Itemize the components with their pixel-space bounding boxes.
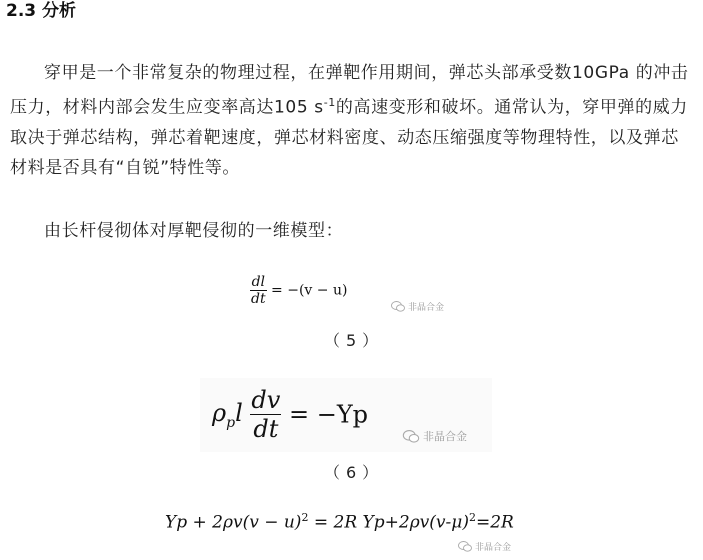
paragraph-text: 穿甲是一个非常复杂的物理过程，在弹靶作用期间，弹芯头部承受数10GPa 的冲击压力，材料内部会发生应变率高达105 s — [10, 63, 689, 118]
equation-text: =2R — [475, 512, 514, 533]
equation-5 — [250, 274, 347, 307]
paragraph-text-tail: 的高速变形和破坏。通常认为，穿甲弹的威力取决于弹芯结构，弹芯着靶速度，弹芯材料密度、动态压缩强度等物理特性，以及弹芯材料是否具有“自锐”特性等。 — [10, 97, 688, 178]
paragraph-text: 由长杆侵彻体对厚靶侵彻的一维模型： — [44, 221, 344, 241]
watermark-text: 非晶合金 — [423, 430, 467, 443]
equation-text: = 2R Yp+2ρv(v-μ) — [308, 512, 469, 533]
paragraph-penetration — [10, 58, 694, 183]
wechat-icon — [402, 430, 420, 443]
equation-7 — [165, 511, 514, 533]
equation-number-6: （6） — [324, 463, 385, 482]
denominator: dt — [253, 415, 279, 443]
watermark — [391, 300, 444, 313]
wechat-icon — [458, 541, 472, 552]
equation-rhs: = −(v − u) — [271, 282, 348, 299]
rho-subscript: p — [226, 414, 236, 431]
equation-text: Yp + 2ρv(v − u) — [165, 512, 302, 533]
equation-rhs: = −Yp — [288, 400, 369, 429]
length-symbol: l — [235, 399, 243, 427]
section-number: 2.3 — [6, 1, 37, 21]
wechat-icon — [391, 301, 405, 312]
equation-number-5: （5） — [324, 331, 385, 350]
watermark-text: 非晶合金 — [475, 543, 512, 553]
section-heading — [6, 0, 76, 22]
watermark-text: 非晶合金 — [408, 303, 445, 313]
fraction — [250, 386, 281, 443]
section-title: 分析 — [42, 1, 77, 21]
exponent: 2 — [301, 511, 309, 524]
exponent: -1 — [323, 96, 336, 109]
rho-symbol: ρ — [212, 399, 227, 427]
paragraph-model-intro — [10, 216, 694, 246]
watermark — [402, 428, 467, 444]
watermark — [458, 540, 511, 553]
exponent: 2 — [468, 511, 476, 524]
denominator: dt — [251, 291, 266, 307]
equation-6 — [212, 386, 368, 443]
numerator: dl — [251, 274, 266, 290]
numerator: dv — [251, 386, 281, 414]
fraction — [250, 274, 267, 307]
